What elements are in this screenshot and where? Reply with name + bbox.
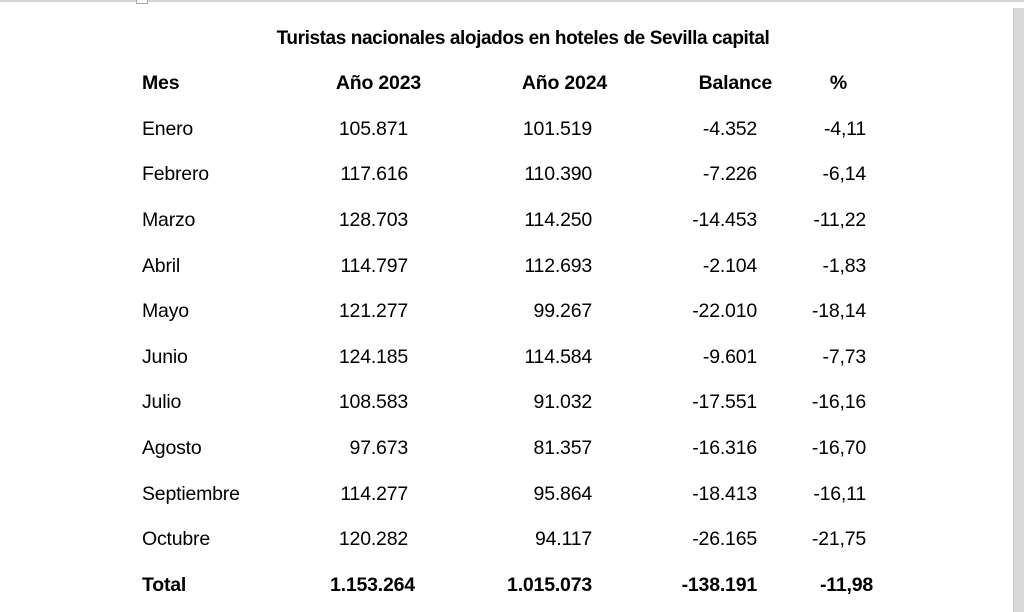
cell-balance: -17.551	[692, 391, 757, 414]
top-border-line	[0, 0, 1024, 2]
cell-ano-2023: 114.797	[340, 254, 408, 277]
cell-month: Agosto	[142, 437, 202, 460]
table-row	[142, 198, 873, 244]
cell-ano-2024: 94.117	[535, 528, 592, 551]
cell-balance: -4.352	[702, 117, 757, 140]
cell-ano-2024: 114.250	[524, 209, 592, 232]
cell-month: Total	[142, 573, 187, 596]
cell-ano-2024: 81.357	[533, 437, 592, 460]
cell-balance: -138.191	[681, 573, 757, 596]
cell-month: Octubre	[142, 528, 210, 551]
table-row	[142, 517, 873, 563]
cell-percent: -11,22	[813, 209, 866, 232]
cell-month: Abril	[142, 254, 181, 277]
cell-percent: -4,11	[824, 117, 866, 140]
cell-balance: -14.453	[692, 209, 757, 232]
cell-ano-2023: 120.282	[338, 528, 408, 551]
cell-month: Julio	[142, 391, 182, 414]
cell-month: Septiembre	[142, 482, 240, 505]
column-header-ano-2024: Año 2024	[521, 72, 607, 95]
table-row	[142, 289, 873, 335]
cell-ano-2023: 97.673	[349, 437, 408, 460]
cell-ano-2024: 110.390	[524, 163, 592, 186]
cell-balance: -26.165	[692, 528, 757, 551]
cell-ano-2023: 1.153.264	[330, 573, 415, 596]
cell-balance: -16.316	[692, 437, 757, 460]
cell-ano-2024: 99.267	[533, 300, 592, 323]
column-header-balance: Balance	[698, 72, 772, 95]
cell-ano-2023: 114.277	[340, 482, 408, 505]
table-row	[142, 380, 873, 426]
table-title: Turistas nacionales alojados en hoteles de Sevilla capital	[276, 28, 770, 49]
cell-month: Junio	[142, 345, 188, 368]
cell-month: Marzo	[142, 209, 196, 232]
table-row	[142, 107, 873, 153]
cell-percent: -7,73	[822, 345, 866, 368]
cell-percent: -18,14	[811, 300, 866, 323]
column-header-percent: %	[829, 72, 847, 95]
table-row	[142, 335, 873, 381]
cell-balance: -22.010	[692, 300, 757, 323]
cell-percent: -6,14	[822, 163, 866, 186]
cell-month: Mayo	[142, 300, 189, 323]
cell-percent: -16,11	[813, 482, 866, 505]
cell-ano-2023: 117.616	[340, 163, 408, 186]
cell-ano-2023: 124.185	[338, 345, 408, 368]
column-header-ano-2023: Año 2023	[335, 72, 421, 95]
cell-balance: -9.601	[702, 345, 757, 368]
table-total-row	[142, 563, 873, 609]
selection-handle[interactable]	[136, 0, 148, 4]
cell-ano-2023: 105.871	[338, 117, 408, 140]
cell-ano-2024: 91.032	[533, 391, 592, 414]
cell-month: Enero	[142, 117, 194, 140]
cell-percent: -21,75	[811, 528, 866, 551]
table-row	[142, 471, 873, 517]
cell-month: Febrero	[142, 163, 209, 186]
column-header-mes: Mes	[142, 72, 180, 95]
cell-ano-2024: 95.864	[533, 482, 592, 505]
cell-percent: -16,70	[811, 437, 866, 460]
cell-ano-2024: 114.584	[524, 345, 592, 368]
table-header-row	[142, 61, 873, 107]
cell-percent: -1,83	[822, 254, 866, 277]
table-row	[142, 152, 873, 198]
tourists-table	[142, 61, 873, 608]
cell-ano-2023: 108.583	[338, 391, 408, 414]
cell-balance: -2.104	[702, 254, 757, 277]
cell-ano-2024: 112.693	[524, 254, 592, 277]
table-row	[142, 243, 873, 289]
cell-balance: -7.226	[702, 163, 757, 186]
cell-ano-2023: 121.277	[338, 300, 408, 323]
cell-ano-2024: 101.519	[522, 117, 592, 140]
cell-percent: -11,98	[819, 573, 873, 596]
cell-ano-2023: 128.703	[338, 209, 408, 232]
right-margin-strip	[1013, 8, 1024, 612]
table-row	[142, 426, 873, 472]
cell-balance: -18.413	[692, 482, 757, 505]
cell-percent: -16,16	[811, 391, 866, 414]
cell-ano-2024: 1.015.073	[507, 573, 592, 596]
